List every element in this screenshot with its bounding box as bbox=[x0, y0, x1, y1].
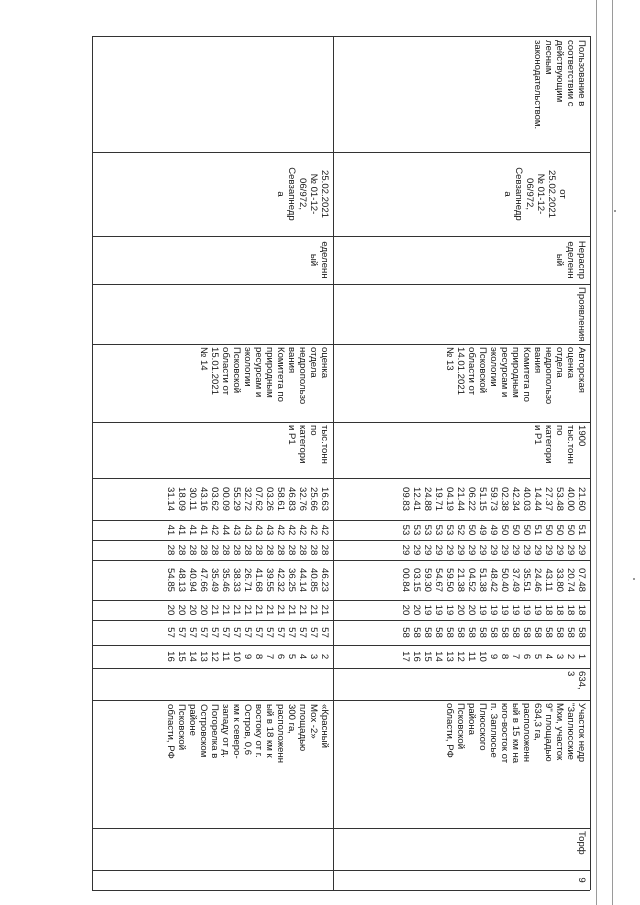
row9-name-cell bbox=[333, 700, 590, 828]
row8-source-cell bbox=[92, 344, 333, 422]
row9-source-cell bbox=[333, 344, 590, 422]
row9-lon-min: 51 50 50 50 51 50 50 50 49 49 50 52 53 53 53 53 53 bbox=[400, 524, 587, 536]
row8-resources-cell bbox=[92, 422, 333, 478]
row8-lon-deg-cell bbox=[92, 540, 333, 560]
row8-status: еделенн ый bbox=[308, 241, 330, 279]
row9-point-cell bbox=[333, 645, 590, 668]
row9-lat-deg: 58 58 58 58 58 58 58 58 58 58 58 58 58 58 58 58 58 bbox=[400, 627, 587, 638]
row9-usage: Пользование в соответствии с действующим лесным законодательством. bbox=[532, 40, 587, 130]
row8-lat-min-cell bbox=[92, 600, 333, 620]
row9-name: Участок недр "Заплюсские Мхи, участок 9" площадью 634,3 га, расположенн ый в 15 км на юго-восток от п. Заплюсье Плюсского района Псковской области, РФ bbox=[444, 703, 587, 764]
scan-speck bbox=[633, 578, 635, 580]
row9-number-cell bbox=[333, 870, 590, 890]
row9-mineral-cell bbox=[333, 828, 590, 870]
row9-status: Нераспр еделенн ый bbox=[554, 240, 587, 280]
row8-lat-deg-cell bbox=[92, 620, 333, 645]
row9-approval: от 25.02.2021 № 01-12- 06/972, Севзапнедр а bbox=[502, 167, 568, 221]
row9-lon-sec: 21.60 40.00 53.48 27.37 14.44 40.03 42.34 02.38 59.73 51.15 06.22 21.44 04.19 19.71 24.88 12.41 09.83 bbox=[400, 486, 587, 511]
row9-approval-cell bbox=[333, 152, 590, 236]
row8-lat-sec: 46.23 40.85 44.14 36.25 42.32 39.55 41.68 26.71 38.33 35.46 35.49 47.66 40.94 48.13 54.85 bbox=[165, 567, 330, 592]
row9-resources: 1900 тыс.тонн по категори и Р1 bbox=[532, 425, 587, 464]
row9-lat-deg-cell bbox=[333, 620, 590, 645]
row9-manifest-cell bbox=[333, 284, 590, 344]
row9-area-cell bbox=[333, 668, 590, 700]
row8-source: оценка отдела недропользо вания Комитета по природным ресурсам и экологии Псковской области от 15.01.2021 № 14 bbox=[198, 347, 330, 405]
row8-resources: тыс.тонн по категори и Р1 bbox=[286, 425, 330, 464]
table-border-bottom bbox=[92, 890, 590, 891]
scan-speck bbox=[614, 210, 616, 212]
row9-mineral: Торф bbox=[576, 831, 587, 855]
row8-name-cell bbox=[92, 700, 333, 828]
row9-lat-min-cell bbox=[333, 600, 590, 620]
row9-lat-min: 18 18 18 18 19 19 19 19 19 19 20 20 19 19 19 20 20 bbox=[400, 604, 587, 616]
row9-manifest: Проявления bbox=[576, 287, 587, 342]
row8-lat-deg: 57 57 57 57 57 57 57 57 57 57 57 57 57 57 57 bbox=[165, 627, 330, 638]
row9-lat-sec-cell bbox=[333, 560, 590, 600]
row9-lon-min-cell bbox=[333, 520, 590, 540]
row8-lon-min: 42 42 42 42 42 43 43 43 43 44 42 41 41 41 41 bbox=[165, 524, 330, 536]
row9-resources-cell bbox=[333, 422, 590, 478]
row8-approval: 25.02.2021 № 01-12- 06/972, Севзапнедр а bbox=[275, 167, 330, 221]
row8-lon-sec: 16.63 25.66 32.76 46.83 58.61 03.26 07.62 32.72 55.29 00.09 03.62 43.16 30.11 18.09 31.14 bbox=[165, 486, 330, 511]
row9-lon-deg-cell bbox=[333, 540, 590, 560]
page-edge-line bbox=[596, 0, 597, 905]
row8-approval-cell bbox=[92, 152, 333, 236]
row8-lon-deg: 28 28 28 28 28 28 28 28 28 28 28 28 28 28 28 bbox=[165, 544, 330, 556]
row8-lat-min: 21 21 21 21 21 21 21 21 21 21 21 20 20 20 20 bbox=[165, 604, 330, 616]
row8-point-numbers: 2 3 4 5 6 7 8 9 10 11 12 13 14 15 16 bbox=[165, 651, 330, 662]
row9-lat-sec: 07.48 20.74 33.80 43.11 24.46 35.51 37.49 50.40 48.42 51.38 04.52 21.38 59.50 54.67 59.30 03.15 00.84 bbox=[400, 567, 587, 592]
page-edge-line bbox=[612, 0, 613, 905]
row9-source: Авторская оценка отдела недропользо вания Комитета по природным ресурсам и экологии Псковской области от 14.01.2021 № 13 bbox=[444, 347, 587, 405]
row8-point-cell bbox=[92, 645, 333, 668]
row9-usage-cell bbox=[333, 36, 590, 152]
row8-name: «Красный Мох -2» площадью 300 га, расположенн ый в 18 км к востоку от г. Остров, 0,6 км к северо- западу от д. Погорелка в Островском районе Псковской области, РФ bbox=[165, 704, 330, 764]
row8-status-cell bbox=[92, 236, 333, 284]
row9-status-cell bbox=[333, 236, 590, 284]
row9-area: 634, 3 bbox=[565, 671, 587, 690]
table-border-right bbox=[590, 36, 591, 890]
row9-lon-sec-cell bbox=[333, 478, 590, 520]
row8-lat-sec-cell bbox=[92, 560, 333, 600]
row9-lon-deg: 29 29 29 29 29 29 29 29 29 29 29 29 29 29 29 29 29 bbox=[400, 544, 587, 556]
row9-number: 9 bbox=[576, 877, 587, 883]
row8-lon-sec-cell bbox=[92, 478, 333, 520]
row9-point-numbers: 1 2 3 4 5 6 7 8 9 10 11 12 13 14 15 16 17 bbox=[400, 651, 587, 662]
row8-lon-min-cell bbox=[92, 520, 333, 540]
